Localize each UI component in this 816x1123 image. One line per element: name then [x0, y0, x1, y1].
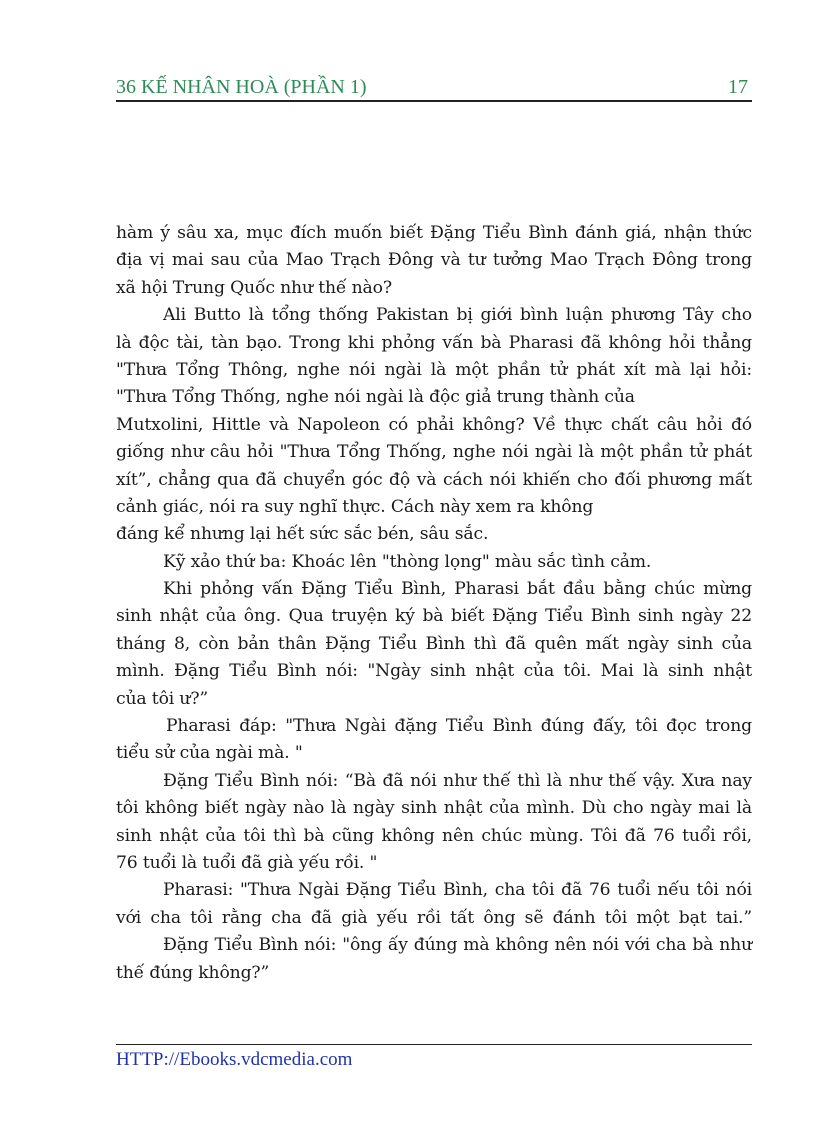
text-line: thế đúng không?”: [116, 962, 270, 983]
page-number: 17: [728, 76, 748, 98]
text-line: là độc tài, tàn bạo. Trong khi phỏng vấn bà Pharasi đã không hỏi thẳng: [116, 332, 752, 353]
text-line: địa vị mai sau của Mao Trạch Đông và tư tưởng Mao Trạch Đông trong: [116, 250, 752, 271]
text-line: Khi phỏng vấn Đặng Tiểu Bình, Pharasi bắt đầu bằng chúc mừng: [163, 579, 752, 600]
text-line: Ali Butto là tổng thống Pakistan bị giới bình luận phương Tây cho: [163, 305, 752, 326]
text-line: hàm ý sâu xa, mục đích muốn biết Đặng Tiểu Bình đánh giá, nhận thức: [116, 223, 752, 243]
text-line: với cha tôi rằng cha đã già yếu rồi tất ông sẽ đánh tôi một bạt tai.”: [116, 907, 752, 928]
text-line: tiểu sử của ngài mà. ": [116, 743, 303, 764]
page-header: [116, 76, 752, 102]
text-line: tôi không biết ngày nào là ngày sinh nhật của mình. Dù cho ngày mai là: [116, 798, 752, 819]
text-line: Đặng Tiểu Bình nói: “Bà đã nói như thế thì là như thế vậy. Xưa nay: [163, 770, 752, 791]
text-line: Pharasi: "Thưa Ngài Đặng Tiểu Bình, cha tôi đã 76 tuổi nếu tôi nói: [163, 880, 752, 901]
text-line: xít”, chẳng qua đã chuyển góc độ và cách nói khiến cho đối phương mất: [116, 469, 752, 490]
text-line: 76 tuổi là tuổi đã già yếu rồi. ": [116, 852, 378, 873]
text-line: xã hội Trung Quốc như thế nào?: [116, 277, 392, 298]
body-text: [116, 220, 752, 987]
text-line: giống như câu hỏi "Thưa Tổng Thống, nghe nói ngài là một phần tử phát: [116, 442, 752, 463]
text-line: sinh nhật của ông. Qua truyện ký bà biết Đặng Tiểu Bình sinh ngày 22: [116, 606, 752, 627]
page-footer: [116, 1044, 752, 1071]
text-line: "Thưa Tổng Thông, nghe nói ngài là một phần tử phát xít mà lại hỏi:: [116, 359, 752, 380]
text-line: "Thưa Tổng Thống, nghe nói ngài là độc giả trung thành của: [116, 387, 635, 408]
book-title: 36 KẾ NHÂN HOÀ (PHẦN 1): [116, 76, 367, 98]
text-line: sinh nhật của tôi thì bà cũng không nên chúc mùng. Tôi đã 76 tuổi rồi,: [116, 825, 752, 846]
text-line: đáng kể nhưng lại hết sức sắc bén, sâu sắc.: [116, 524, 489, 545]
text-line: Mutxolini, Hittle và Napoleon có phải không? Về thực chất câu hỏi đó: [116, 414, 752, 435]
text-line: của tôi ư?”: [116, 688, 209, 709]
text-line: mình. Đặng Tiểu Bình nói: "Ngày sinh nhật của tôi. Mai là sinh nhật: [116, 661, 752, 682]
text-line: Kỹ xảo thứ ba: Khoác lên "thòng lọng" màu sắc tình cảm.: [163, 551, 652, 572]
text-line: Pharasi đáp: "Thưa Ngài đặng Tiểu Bình đúng đấy, tôi đọc trong: [166, 716, 752, 737]
text-line: Đặng Tiểu Bình nói: "ông ấy đúng mà không nên nói với cha bà như: [163, 935, 752, 956]
text-line: tháng 8, còn bản thân Đặng Tiểu Bình thì đã quên mất ngày sinh của: [116, 633, 752, 654]
text-line: cảnh giác, nói ra suy nghĩ thực. Cách này xem ra không: [116, 496, 594, 517]
footer-link[interactable]: HTTP://Ebooks.vdcmedia.com: [116, 1049, 353, 1070]
